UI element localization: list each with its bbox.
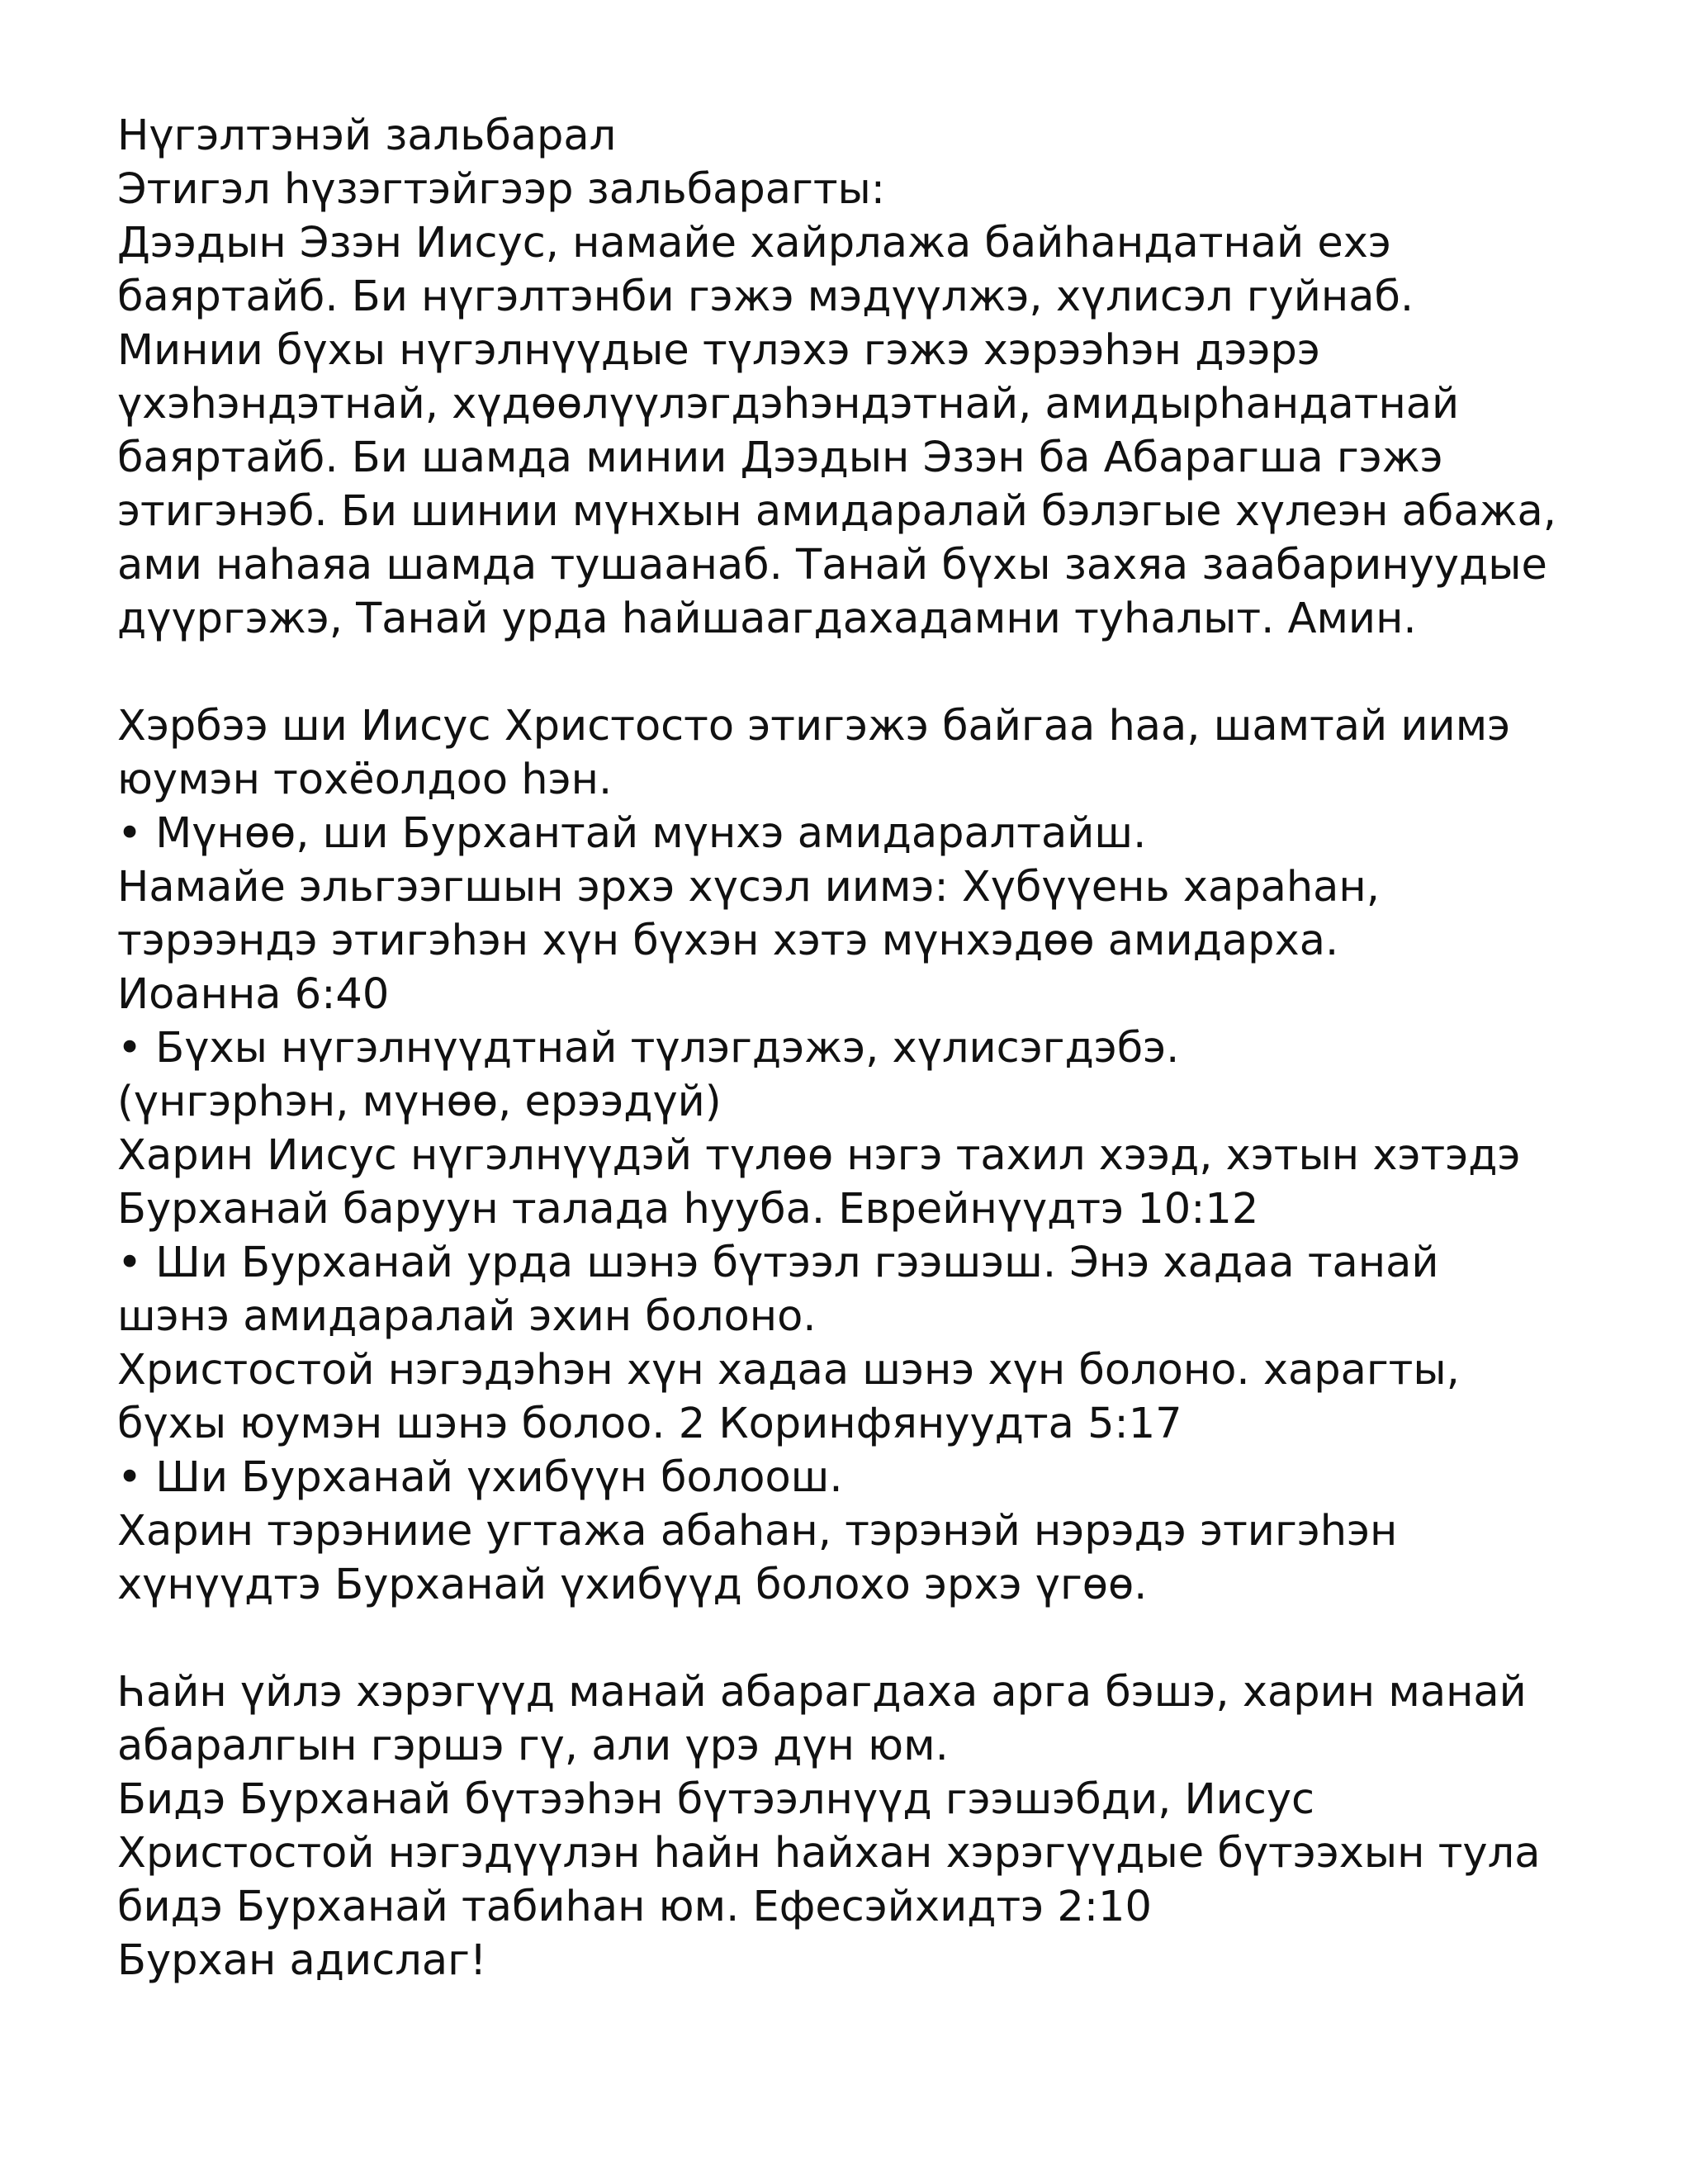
closing-line: Христостой нэгэдүүлэн һайн һайхан хэрэгүүдые бүтээхын тула	[117, 1829, 1541, 1878]
paragraph-gap	[117, 1612, 1603, 1665]
prayer-line: баяртайб. Би шамда минии Дээдын Эзэн ба Абарагша гэжэ	[117, 433, 1443, 482]
prayer-line: Дээдын Эзэн Иисус, намайе хайрлажа байһандатнай ехэ	[117, 219, 1391, 268]
scripture-line: Харин тэрэниие угтажа абаһан, тэрэнэй нэрэдэ этигэһэн	[117, 1507, 1398, 1556]
blessings-line: (үнгэрһэн, мүнөө, ерээдүй)	[117, 1078, 722, 1126]
prayer-line: дүүргэжэ, Танай урда һайшаагдахадамни туһалыт. Амин.	[117, 595, 1417, 643]
blessing-bullet: • Бүхы нүгэлнүүдтнай түлэгдэжэ, хүлисэгдэбэ.	[117, 1024, 1180, 1073]
document-page	[117, 109, 1603, 1987]
scripture-line: бүхы юумэн шэнэ болоо. 2 Коринфянуудта 5:17	[117, 1400, 1182, 1448]
scripture-line: хүнүүдтэ Бурханай үхибүүд болохо эрхэ үгөө.	[117, 1561, 1148, 1609]
closing-line: Һайн үйлэ хэрэгүүд манай абарагдаха арга бэшэ, харин манай	[117, 1668, 1527, 1717]
blessings-line: юумэн тохёолдоо һэн.	[117, 756, 613, 804]
blessings-section	[117, 699, 1603, 1612]
blessing-bullet: • Мүнөө, ши Бурхантай мүнхэ амидаралтайш.	[117, 809, 1147, 858]
scripture-line: Бурханай баруун талада һууба. Еврейнүүдтэ 10:12	[117, 1185, 1259, 1234]
blessing-bullet: • Ши Бурханай үхибүүн болоош.	[117, 1453, 843, 1502]
prayer-line: этигэнэб. Би шинии мүнхын амидаралай бэлэгые хүлеэн абажа,	[117, 487, 1556, 536]
prayer-line: ами наһаяа шамда тушаанаб. Танай бүхы захяа заабаринуудые	[117, 541, 1547, 590]
closing-section	[117, 1665, 1603, 1987]
prayer-title: Нүгэлтэнэй зальбарал	[117, 111, 617, 160]
prayer-section	[117, 109, 1603, 646]
blessings-line: Хэрбээ ши Иисус Христосто этигэжэ байгаа һаа, шамтай иимэ	[117, 702, 1511, 751]
closing-line: бидэ Бурханай табиһан юм. Ефесэйхидтэ 2:10	[117, 1883, 1152, 1931]
scripture-line: тэрээндэ этигэһэн хүн бүхэн хэтэ мүнхэдөө амидарха.	[117, 917, 1339, 965]
scripture-reference: Иоанна 6:40	[117, 970, 390, 1019]
blessings-line: шэнэ амидаралай эхин болоно.	[117, 1292, 817, 1341]
prayer-line: Минии бүхы нүгэлнүүдые түлэхэ гэжэ хэрээһэн дээрэ	[117, 326, 1320, 375]
prayer-intro: Этигэл һүзэгтэйгээр зальбарагты:	[117, 165, 885, 214]
blessing-bullet: • Ши Бурханай урда шэнэ бүтээл гээшэш. Энэ хадаа танай	[117, 1239, 1439, 1287]
closing-blessing: Бурхан адислаг!	[117, 1936, 487, 1985]
paragraph-gap	[117, 646, 1603, 699]
scripture-line: Намайе эльгээгшын эрхэ хүсэл иимэ: Хүбүүень хараһан,	[117, 863, 1380, 912]
prayer-line: үхэһэндэтнай, хүдөөлүүлэгдэһэндэтнай, амидырһандатнай	[117, 380, 1460, 429]
prayer-line: баяртайб. Би нүгэлтэнби гэжэ мэдүүлжэ, хүлисэл гуйнаб.	[117, 272, 1414, 321]
scripture-line: Христостой нэгэдэһэн хүн хадаа шэнэ хүн болоно. харагты,	[117, 1346, 1460, 1395]
closing-line: Бидэ Бурханай бүтээһэн бүтээлнүүд гээшэбди, Иисус	[117, 1775, 1315, 1824]
scripture-line: Харин Иисус нүгэлнүүдэй түлөө нэгэ тахил хээд, хэтын хэтэдэ	[117, 1131, 1521, 1180]
closing-line: абаралгын гэршэ гү, али үрэ дүн юм.	[117, 1722, 949, 1770]
